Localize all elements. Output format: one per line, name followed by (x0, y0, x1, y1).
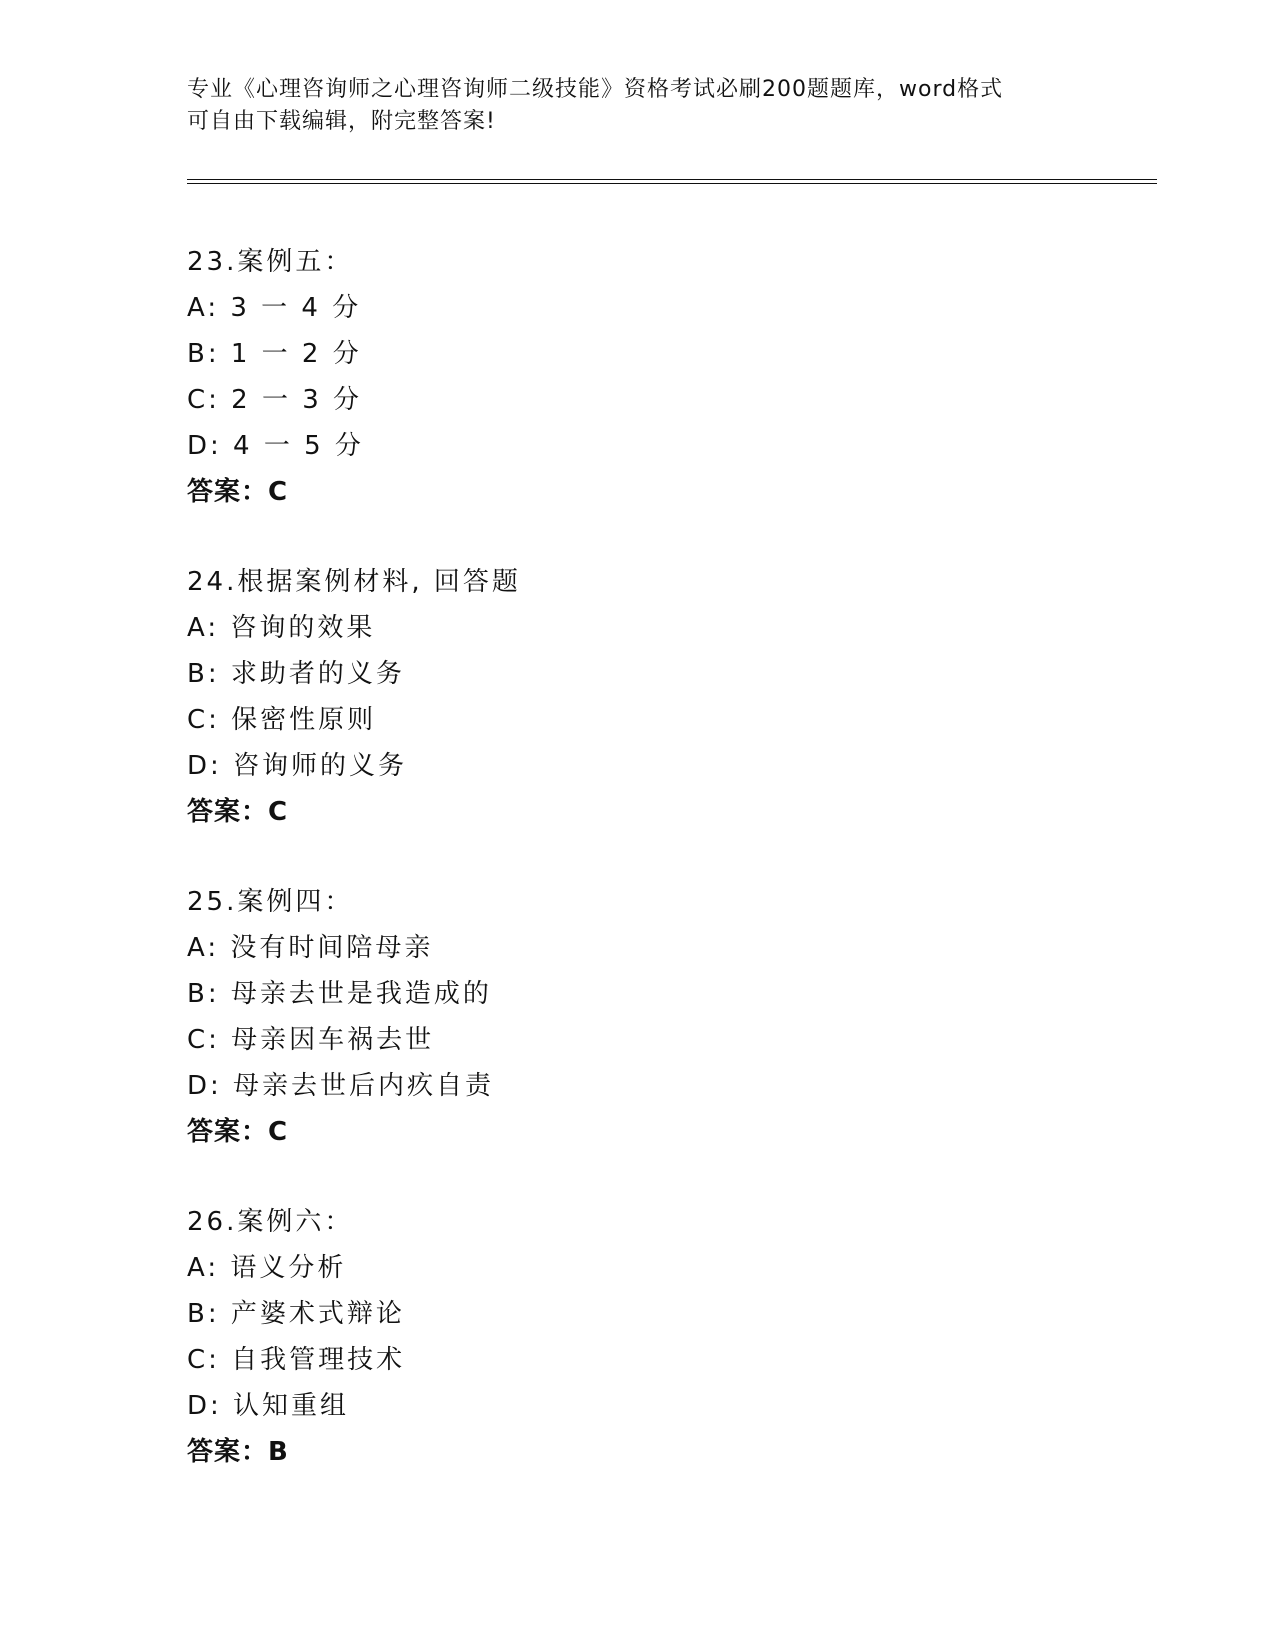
header-line-2: 可自由下载编辑，附完整答案! (187, 109, 496, 134)
question-stem: 24.根据案例材料, 回答题 (187, 567, 521, 597)
option-d: D: 4 一 5 分 (187, 431, 364, 461)
option-a: A: 没有时间陪母亲 (187, 933, 434, 963)
option-a: A: 语义分析 (187, 1253, 347, 1283)
option-d: D: 认知重组 (187, 1391, 350, 1421)
option-a: A: 3 一 4 分 (187, 293, 362, 323)
document-header (187, 74, 1087, 138)
question-26 (187, 1199, 887, 1475)
option-c: C: 保密性原则 (187, 705, 377, 735)
answer-line: 答案：B (187, 1437, 289, 1467)
header-divider-top (187, 179, 1157, 180)
option-b: B: 产婆术式辩论 (187, 1299, 405, 1329)
option-c: C: 自我管理技术 (187, 1345, 406, 1375)
header-divider-bottom (187, 183, 1157, 184)
answer-line: 答案：C (187, 477, 289, 507)
option-b: B: 求助者的义务 (187, 659, 405, 689)
option-b: B: 母亲去世是我造成的 (187, 979, 492, 1009)
option-b: B: 1 一 2 分 (187, 339, 362, 369)
option-c: C: 母亲因车祸去世 (187, 1025, 435, 1055)
option-a: A: 咨询的效果 (187, 613, 376, 643)
question-stem: 25.案例四： (187, 887, 354, 917)
header-line-1: 专业《心理咨询师之心理咨询师二级技能》资格考试必刷200题题库，word格式 (187, 77, 1004, 102)
option-d: D: 母亲去世后内疚自责 (187, 1071, 495, 1101)
option-c: C: 2 一 3 分 (187, 385, 363, 415)
question-25 (187, 879, 887, 1155)
answer-line: 答案：C (187, 797, 289, 827)
answer-line: 答案：C (187, 1117, 289, 1147)
question-stem: 23.案例五： (187, 247, 354, 277)
question-stem: 26.案例六： (187, 1207, 354, 1237)
question-24 (187, 559, 887, 835)
question-23 (187, 239, 887, 515)
option-d: D: 咨询师的义务 (187, 751, 408, 781)
